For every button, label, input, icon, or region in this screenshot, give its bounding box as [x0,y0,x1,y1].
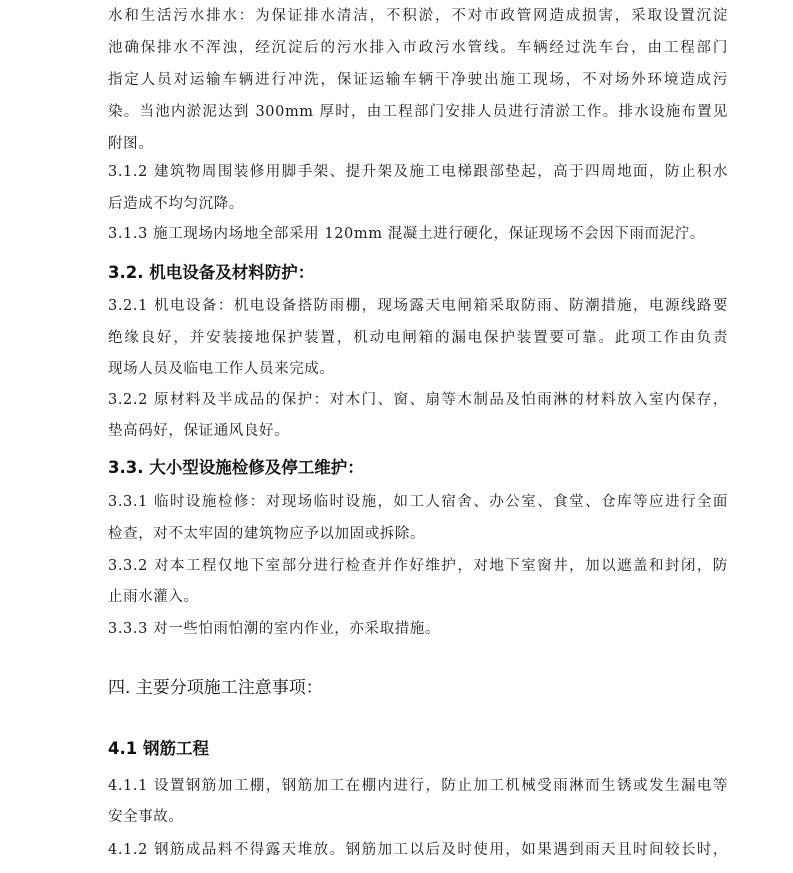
item-3-2-1-line: 现场人员及临电工作人员来完成。 [108,361,335,377]
item-3-3-3-line: 3.3.3 对一些怕雨怕潮的室内作业，亦采取措施。 [108,621,441,637]
item-3-2-1-line: 绝缘良好，并安装接地保护装置，机动电闸箱的漏电保护装置要可靠。此项工作由负责 [108,330,728,346]
paragraph-line: 染。当池内淤泥达到 300mm 厚时，由工程部门安排人员进行清淤工作。排水设施布置见 [108,104,728,120]
item-3-1-2-line: 后造成不均匀沉降。 [108,196,244,212]
paragraph-line: 水和生活污水排水：为保证排水清洁，不积淤，不对市政管网造成损害，采取设置沉淀 [108,8,728,24]
section-heading-4-1: 4.1 钢筋工程 [108,739,209,758]
paragraph-line: 附图。 [108,136,154,152]
item-3-3-1-line: 3.3.1 临时设施检修：对现场临时设施，如工人宿舍、办公室、食堂、仓库等应进行全面 [108,494,728,510]
item-4-1-2-line: 4.1.2 钢筋成品料不得露天堆放。钢筋加工以后及时使用，如果遇到雨天且时间较长时， [108,842,728,858]
paragraph-line: 池确保排水不浑浊，经沉淀后的污水排入市政污水管线。车辆经过洗车台，由工程部门 [108,40,728,56]
item-4-1-1-line: 4.1.1 设置钢筋加工棚，钢筋加工在棚内进行，防止加工机械受雨淋而生锈或发生漏电等 [108,778,728,794]
item-3-2-2-line: 3.2.2 原材料及半成品的保护：对木门、窗、扇等木制品及怕雨淋的材料放入室内保存， [108,392,728,408]
chapter-heading-4: 四. 主要分项施工注意事项： [108,678,323,698]
section-heading-3-2: 3.2. 机电设备及材料防护： [108,263,315,282]
item-3-2-1-line: 3.2.1 机电设备：机电设备搭防雨棚，现场露天电闸箱采取防雨、防潮措施，电源线路要 [108,298,728,314]
item-3-3-2-line: 3.3.2 对本工程仅地下室部分进行检查并作好维护，对地下室窗井，加以遮盖和封闭，防 [108,558,728,574]
section-heading-3-3: 3.3. 大小型设施检修及停工维护： [108,458,364,477]
item-3-1-3-line: 3.1.3 施工现场内场地全部采用 120mm 混凝土进行硬化，保证现场不会因下雨而泥泞。 [108,226,705,242]
item-4-1-1-line: 安全事故。 [108,809,184,825]
paragraph-line: 指定人员对运输车辆进行冲洗，保证运输车辆干净驶出施工现场，不对场外环境造成污 [108,72,728,88]
item-3-2-2-line: 垫高码好，保证通风良好。 [108,423,290,439]
item-3-3-1-line: 检查，对不太牢固的建筑物应予以加固或拆除。 [108,526,426,542]
item-3-1-2-line: 3.1.2 建筑物周围装修用脚手架、提升架及施工电梯跟部垫起，高于四周地面，防止积水 [108,164,728,180]
item-3-3-2-line: 止雨水灌入。 [108,589,199,605]
